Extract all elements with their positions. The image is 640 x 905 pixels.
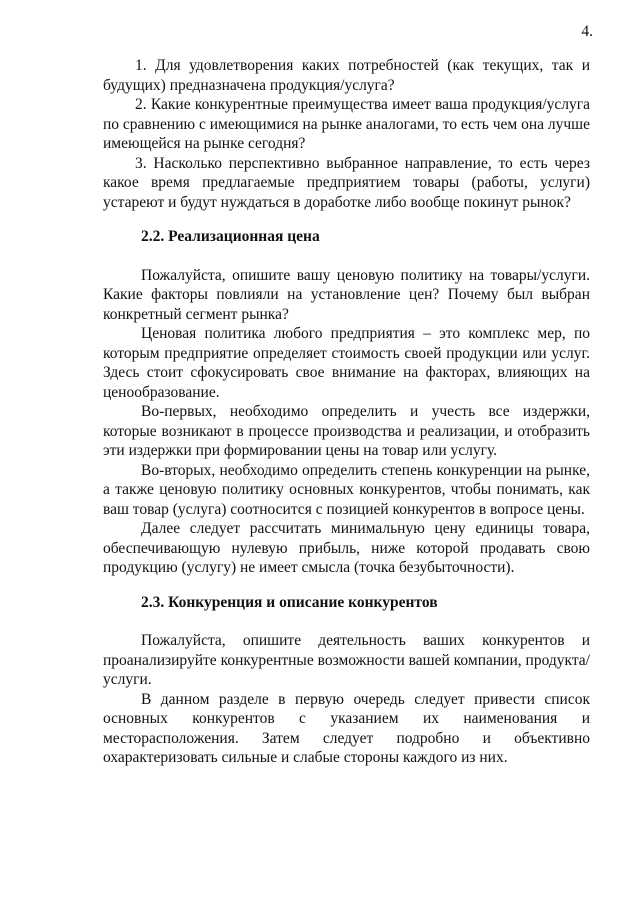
question-list <box>103 56 590 212</box>
section-pricing-body <box>103 266 590 578</box>
paragraph: Далее следует рассчитать минимальную цену единицы товара, обеспечивающую нулевую прибыль, ниже которой продавать свою продукцию (услугу) не имеет смысла (точка безубыточности). <box>103 520 590 576</box>
question-item: 1. Для удовлетворения каких потребностей (как текущих, так и будущих) предназначена продукция/услуга? <box>103 57 590 94</box>
paragraph: Пожалуйста, опишите вашу ценовую политику на товары/услуги. Какие факторы повлияли на установление цен? Почему был выбран конкретный сегмент рынка? <box>103 266 590 323</box>
question-item: 2. Какие конкурентные преимущества имеет ваша продукция/услуга по сравнению с имеющимися на рынке аналогами, то есть чем она лучше имеющейся на рынке сегодня? <box>103 96 590 152</box>
paragraph: В данном разделе в первую очередь следует привести список основных конкурентов с указанием их наименования и месторасположения. Затем следует подробно и объективно охарактеризовать сильные и слабые стороны каждого из них. <box>103 690 590 766</box>
section-heading-competition: 2.3. Конкуренция и описание конкурентов <box>141 593 438 611</box>
section-heading-pricing: 2.2. Реализационная цена <box>141 228 320 245</box>
page-body <box>103 56 590 768</box>
question-item: 3. Насколько перспективно выбранное направление, то есть через какое время предлагаемые предприятием товары (работы, услуги) устареют и будут нуждаться в доработке либо вообще покинут рынок? <box>103 154 590 211</box>
section-competition-body <box>103 631 590 768</box>
paragraph: Во-первых, необходимо определить и учесть все издержки, которые возникают в процессе производства и реализации, и отобразить эти издержки при формировании цены на товар или услугу. <box>103 403 590 459</box>
page-number: 4. <box>581 23 593 40</box>
paragraph: Во-вторых, необходимо определить степень конкуренции на рынке, а также ценовую политику основных конкурентов, чтобы понимать, как ваш товар (услуга) соотносится с позицией конкурентов в вопросе цены. <box>103 461 590 518</box>
paragraph: Ценовая политика любого предприятия – это комплекс мер, по которым предприятие определяет стоимость своей продукции или услуг. Здесь стоит сфокусировать свое внимание на факторах, влияющих на ценообразование. <box>103 325 590 401</box>
paragraph: Пожалуйста, опишите деятельность ваших конкурентов и проанализируйте конкурентные возможности вашей компании, продукта/услуги. <box>103 632 590 688</box>
